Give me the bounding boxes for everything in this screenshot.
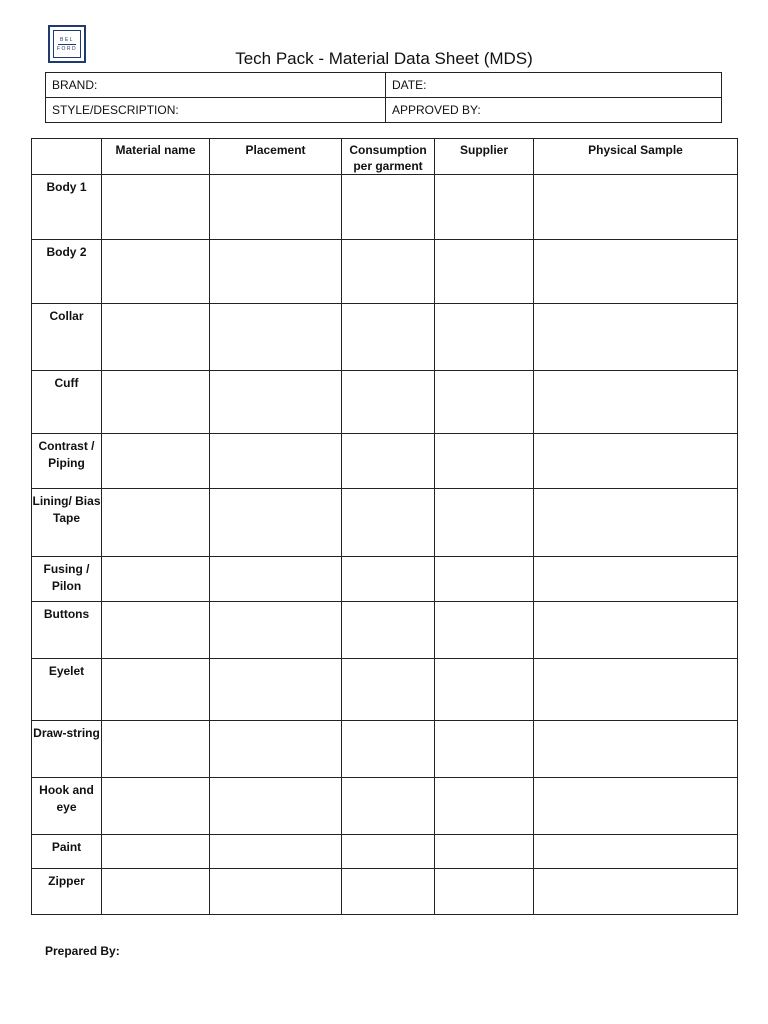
material-name-cell[interactable] — [102, 835, 210, 869]
supplier-cell[interactable] — [435, 557, 534, 602]
date-field[interactable]: DATE: — [386, 73, 722, 98]
material-name-cell[interactable] — [102, 175, 210, 240]
consumption-cell[interactable] — [342, 175, 435, 240]
placement-cell[interactable] — [210, 489, 342, 557]
material-data-table — [31, 138, 738, 915]
placement-cell[interactable] — [210, 175, 342, 240]
style-description-field[interactable]: STYLE/DESCRIPTION: — [46, 98, 386, 123]
logo-text-top: BEL — [60, 36, 74, 43]
physical-sample-cell[interactable] — [534, 240, 738, 304]
placement-cell[interactable] — [210, 557, 342, 602]
info-table — [45, 72, 722, 123]
supplier-cell[interactable] — [435, 721, 534, 778]
material-name-cell[interactable] — [102, 434, 210, 489]
supplier-cell[interactable] — [435, 371, 534, 434]
supplier-cell[interactable] — [435, 835, 534, 869]
table-row — [32, 371, 738, 434]
placement-cell[interactable] — [210, 659, 342, 721]
consumption-cell[interactable] — [342, 869, 435, 915]
consumption-cell[interactable] — [342, 659, 435, 721]
table-row — [32, 240, 738, 304]
consumption-cell[interactable] — [342, 371, 435, 434]
header-blank — [32, 139, 102, 175]
table-row — [32, 304, 738, 371]
table-row — [32, 835, 738, 869]
supplier-cell[interactable] — [435, 175, 534, 240]
supplier-cell[interactable] — [435, 602, 534, 659]
material-name-cell[interactable] — [102, 557, 210, 602]
header-row — [32, 139, 738, 175]
brand-field[interactable]: BRAND: — [46, 73, 386, 98]
placement-cell[interactable] — [210, 240, 342, 304]
physical-sample-cell[interactable] — [534, 371, 738, 434]
physical-sample-cell[interactable] — [534, 721, 738, 778]
header-consumption: Consumption per garment — [342, 139, 435, 175]
supplier-cell[interactable] — [435, 240, 534, 304]
header-material-name: Material name — [102, 139, 210, 175]
physical-sample-cell[interactable] — [534, 869, 738, 915]
material-name-cell[interactable] — [102, 489, 210, 557]
table-row — [32, 659, 738, 721]
row-label: Draw-string — [32, 721, 102, 778]
row-label: Hook and eye — [32, 778, 102, 835]
supplier-cell[interactable] — [435, 869, 534, 915]
supplier-cell[interactable] — [435, 489, 534, 557]
page-title: Tech Pack - Material Data Sheet (MDS) — [235, 49, 533, 68]
row-label: Fusing / Pilon — [32, 557, 102, 602]
approved-by-field[interactable]: APPROVED BY: — [386, 98, 722, 123]
physical-sample-cell[interactable] — [534, 602, 738, 659]
material-name-cell[interactable] — [102, 778, 210, 835]
supplier-cell[interactable] — [435, 434, 534, 489]
consumption-cell[interactable] — [342, 721, 435, 778]
physical-sample-cell[interactable] — [534, 304, 738, 371]
info-row-2 — [46, 98, 722, 123]
logo-text-bottom: FORD — [56, 45, 78, 52]
placement-cell[interactable] — [210, 304, 342, 371]
placement-cell[interactable] — [210, 371, 342, 434]
consumption-cell[interactable] — [342, 557, 435, 602]
table-row — [32, 175, 738, 240]
physical-sample-cell[interactable] — [534, 778, 738, 835]
consumption-cell[interactable] — [342, 240, 435, 304]
row-label: Paint — [32, 835, 102, 869]
material-name-cell[interactable] — [102, 371, 210, 434]
prepared-by-label: Prepared By: — [45, 944, 120, 958]
table-row — [32, 434, 738, 489]
table-row — [32, 869, 738, 915]
material-name-cell[interactable] — [102, 602, 210, 659]
row-label: Body 1 — [32, 175, 102, 240]
material-name-cell[interactable] — [102, 721, 210, 778]
physical-sample-cell[interactable] — [534, 659, 738, 721]
physical-sample-cell[interactable] — [534, 557, 738, 602]
row-label: Buttons — [32, 602, 102, 659]
table-row — [32, 557, 738, 602]
material-name-cell[interactable] — [102, 304, 210, 371]
placement-cell[interactable] — [210, 721, 342, 778]
row-label: Cuff — [32, 371, 102, 434]
info-row-1 — [46, 73, 722, 98]
row-label: Collar — [32, 304, 102, 371]
material-name-cell[interactable] — [102, 869, 210, 915]
supplier-cell[interactable] — [435, 778, 534, 835]
row-label: Body 2 — [32, 240, 102, 304]
placement-cell[interactable] — [210, 434, 342, 489]
placement-cell[interactable] — [210, 602, 342, 659]
supplier-cell[interactable] — [435, 659, 534, 721]
consumption-cell[interactable] — [342, 304, 435, 371]
physical-sample-cell[interactable] — [534, 434, 738, 489]
header-physical-sample: Physical Sample — [534, 139, 738, 175]
physical-sample-cell[interactable] — [534, 489, 738, 557]
table-row — [32, 778, 738, 835]
consumption-cell[interactable] — [342, 434, 435, 489]
consumption-cell[interactable] — [342, 835, 435, 869]
row-label: Contrast / Piping — [32, 434, 102, 489]
consumption-cell[interactable] — [342, 602, 435, 659]
physical-sample-cell[interactable] — [534, 175, 738, 240]
table-row — [32, 721, 738, 778]
row-label: Eyelet — [32, 659, 102, 721]
supplier-cell[interactable] — [435, 304, 534, 371]
consumption-cell[interactable] — [342, 778, 435, 835]
logo-divider — [58, 44, 76, 45]
row-label: Zipper — [32, 869, 102, 915]
physical-sample-cell[interactable] — [534, 835, 738, 869]
header-placement: Placement — [210, 139, 342, 175]
header-supplier: Supplier — [435, 139, 534, 175]
placement-cell[interactable] — [210, 869, 342, 915]
material-name-cell[interactable] — [102, 240, 210, 304]
material-name-cell[interactable] — [102, 659, 210, 721]
table-row — [32, 489, 738, 557]
placement-cell[interactable] — [210, 778, 342, 835]
consumption-cell[interactable] — [342, 489, 435, 557]
table-row — [32, 602, 738, 659]
placement-cell[interactable] — [210, 835, 342, 869]
row-label: Lining/ Bias Tape — [32, 489, 102, 557]
